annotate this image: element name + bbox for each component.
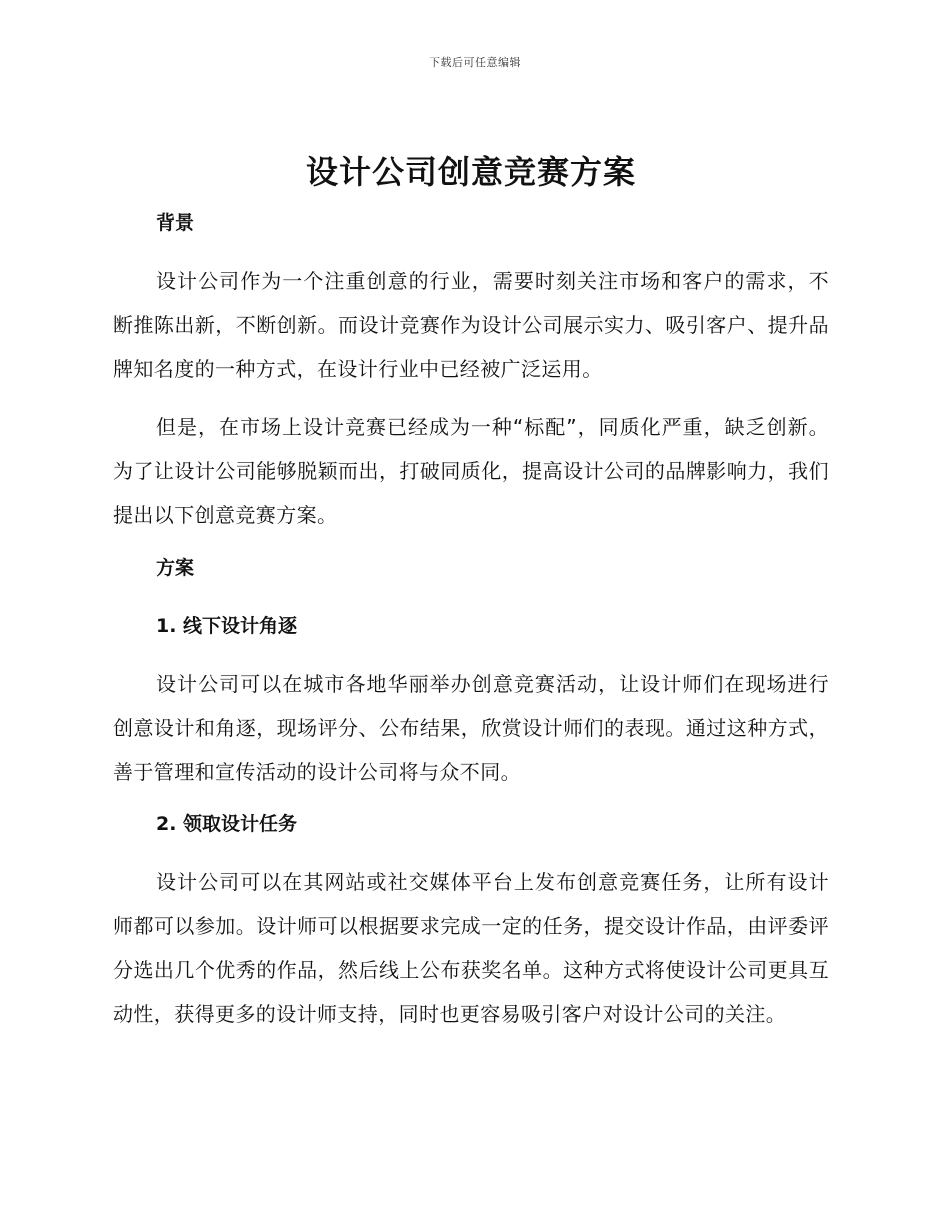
subsection-heading-offline-contest: 1. 线下设计角逐 — [156, 615, 298, 637]
document-body — [113, 150, 829, 1036]
section-heading-plan: 方案 — [156, 557, 195, 579]
section-heading-background: 背景 — [156, 212, 195, 234]
header-note: 下载后可任意编辑 — [429, 56, 521, 69]
background-paragraph-1: 设计公司作为一个注重创意的行业，需要时刻关注市场和客户的需求，不断推陈出新，不断创新。而设计竞赛作为设计公司展示实力、吸引客户、提升品牌知名度的一种方式，在设计行业中已经被广泛运用。 — [113, 269, 829, 381]
subsection-heading-design-tasks: 2. 领取设计任务 — [156, 813, 298, 835]
background-paragraph-2: 但是，在市场上设计竞赛已经成为一种“标配”，同质化严重，缺乏创新。为了让设计公司能够脱颖而出，打破同质化，提高设计公司的品牌影响力，我们提出以下创意竞赛方案。 — [113, 415, 829, 527]
subsection-paragraph-design-tasks: 设计公司可以在其网站或社交媒体平台上发布创意竞赛任务，让所有设计师都可以参加。设计师可以根据要求完成一定的任务，提交设计作品，由评委评分选出几个优秀的作品，然后线上公布获奖名单。这种方式将使设计公司更具互动性，获得更多的设计师支持，同时也更容易吸引客户对设计公司的关注。 — [113, 870, 829, 1026]
document-title: 设计公司创意竞赛方案 — [305, 153, 636, 191]
subsection-paragraph-offline-contest: 设计公司可以在城市各地华丽举办创意竞赛活动，让设计师们在现场进行创意设计和角逐，现场评分、公布结果，欣赏设计师们的表现。通过这种方式，善于管理和宣传活动的设计公司将与众不同。 — [113, 672, 829, 784]
